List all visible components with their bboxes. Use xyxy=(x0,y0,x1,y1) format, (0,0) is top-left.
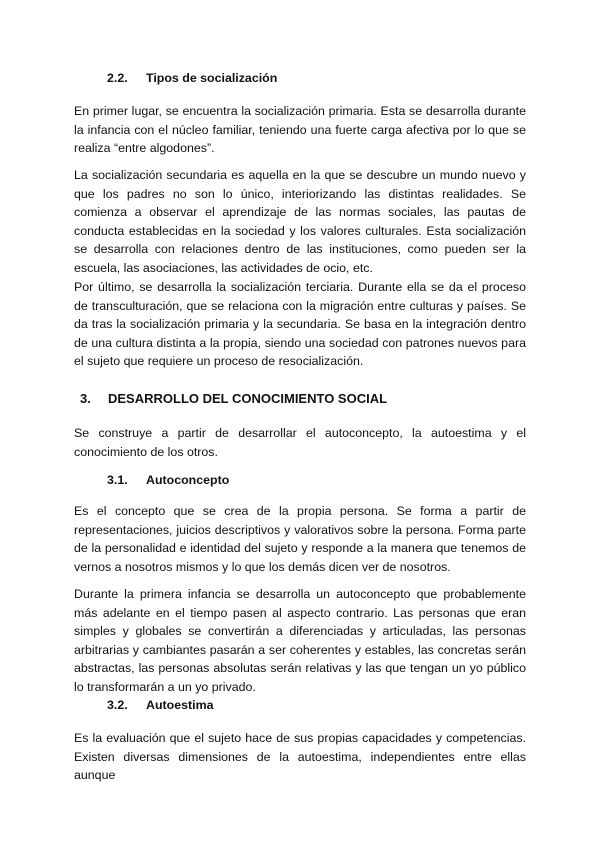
section-title: DESARROLLO DEL CONOCIMIENTO SOCIAL xyxy=(108,391,388,406)
section-number: 3.1. xyxy=(107,473,128,487)
paragraph-secondary-socialization: La socialización secundaria es aquella en la que se descubre un mundo nuevo y que los padres no son lo único, interiorizando las distintas realidades. Se comienza a observar el aprendizaje de las normas sociales, las pautas de conducta establecidas en la sociedad y los valores culturales. Esta socialización se desarrolla con relaciones dentro de las instituciones, como pueden ser la escuela, las asociaciones, las actividades de ocio, etc. xyxy=(74,168,526,275)
section-title: Autoconcepto xyxy=(146,473,230,487)
paragraph-self-esteem: Es la evaluación que el sujeto hace de sus propias capacidades y competencias. Existen diversas dimensiones de la autoestima, independientes entre ellas aunque xyxy=(74,731,526,783)
section-heading-3 xyxy=(80,391,387,406)
paragraph-tertiary-socialization: Por último, se desarrolla la socialización terciaria. Durante ella se da el proceso de transculturación, que se relaciona con la migración entre culturas y países. Se da tras la socialización primaria y la secundaria. Se basa en la integración dentro de una cultura distinta a la propia, siendo una sociedad con patrones nuevos para el sujeto que requiere un proceso de resocialización. xyxy=(74,280,526,369)
paragraph-self-concept-definition: Es el concepto que se crea de la propia persona. Se forma a partir de representaciones, juicios descriptivos y valorativos sobre la persona. Forma parte de la personalidad e identidad del sujeto y responde a la manera que tenemos de vernos a nosotros mismos y lo que los demás dicen ver de nosotros. xyxy=(74,504,526,574)
section-number: 3. xyxy=(80,391,91,406)
section-heading-3-1 xyxy=(107,473,229,487)
section-heading-3-2 xyxy=(107,698,213,712)
section-title: Autoestima xyxy=(146,698,214,712)
paragraph-primary-socialization: En primer lugar, se encuentra la socialización primaria. Esta se desarrolla durante la infancia con el núcleo familiar, teniendo una fuerte carga afectiva por lo que se realiza “entre algodones”. xyxy=(74,104,526,156)
section-title: Tipos de socialización xyxy=(146,71,278,85)
section-number: 3.2. xyxy=(107,698,128,712)
paragraph-self-concept-development: Durante la primera infancia se desarrolla un autoconcepto que probablemente más adelante en el tiempo pasen al aspecto contrario. Las personas que eran simples y globales se convertirán a diferenciadas y articuladas, las personas arbitrarias y cambiantes pasarán a ser coherentes y estables, las concretas serán abstractas, las personas absolutas serán relativas y las que tengan un yo público lo transformarán a un yo privado. xyxy=(74,587,526,694)
paragraph-social-knowledge-intro: Se construye a partir de desarrollar el autoconcepto, la autoestima y el conocimiento de los otros. xyxy=(74,426,526,459)
section-heading-2-2 xyxy=(107,71,277,85)
section-number: 2.2. xyxy=(107,71,128,85)
